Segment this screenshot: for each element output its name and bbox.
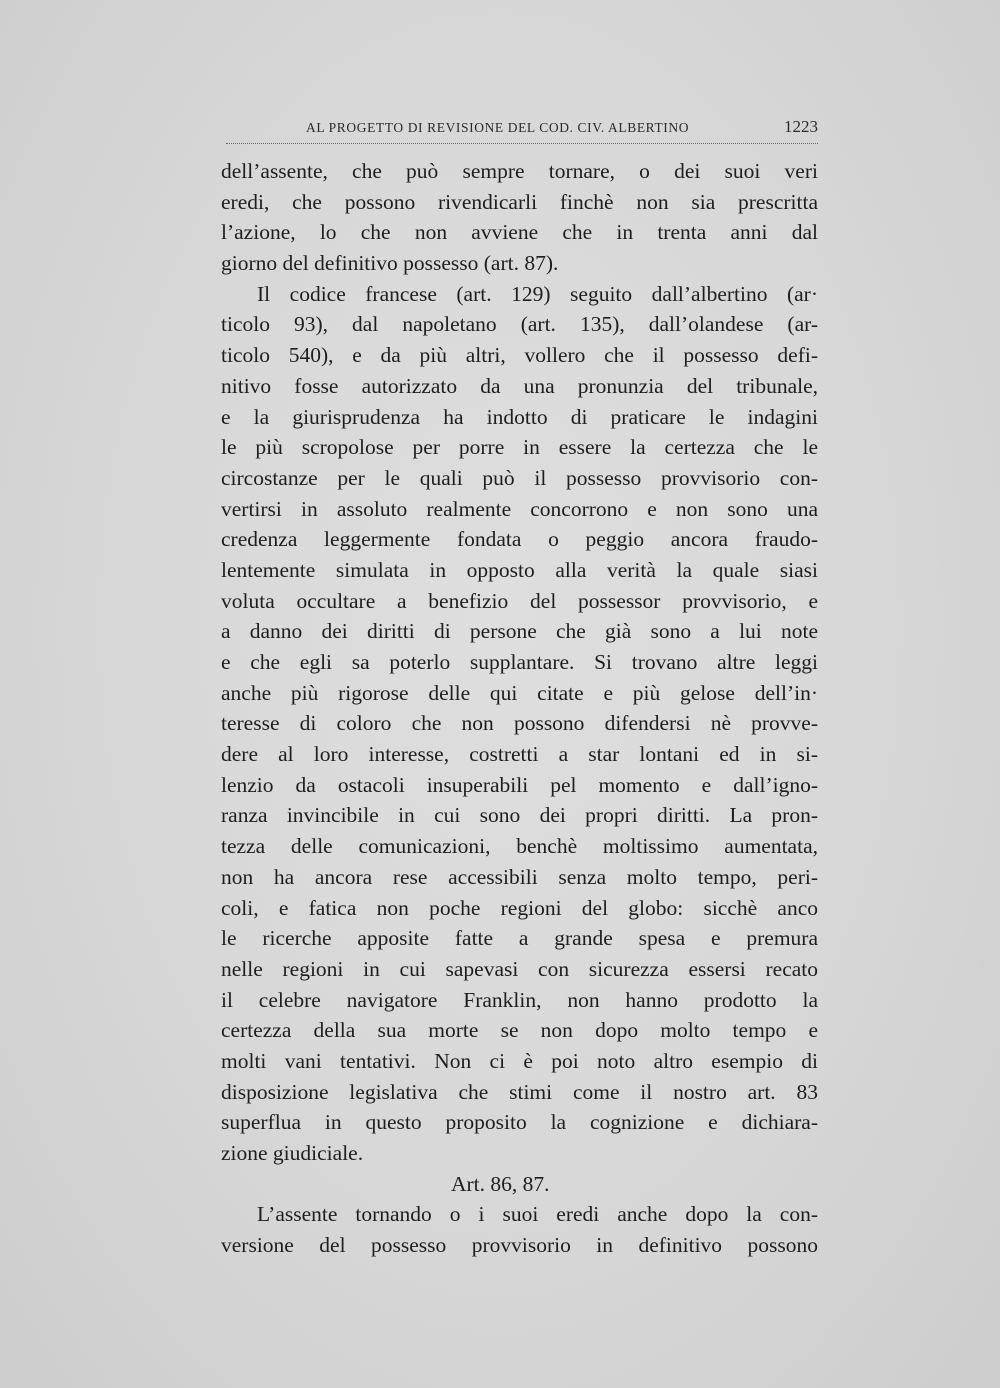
text-line: versione del possesso provvisorio in definitivo possono	[221, 1233, 818, 1258]
header-rule	[226, 143, 818, 144]
text-line: anche più rigorose delle qui citate e più gelose dell’in·	[221, 680, 818, 705]
text-line: L’assente tornando o i suoi eredi anche dopo la con-	[257, 1202, 818, 1227]
page-number: 1223	[784, 117, 818, 136]
text-line: certezza della sua morte se non dopo molto tempo e	[221, 1018, 818, 1043]
text-line: il celebre navigatore Franklin, non hanno prodotto la	[221, 987, 818, 1012]
text-line: e la giurisprudenza ha indotto di praticare le indagini	[221, 404, 818, 429]
text-line: dell’assente, che può sempre tornare, o dei suoi veri	[221, 159, 818, 183]
text-line: molti vani tentativi. Non ci è poi noto altro esempio di	[221, 1048, 818, 1073]
section-heading: Art. 86, 87.	[451, 1171, 550, 1196]
text-line: vertirsi in assoluto realmente concorrono e non sono una	[221, 496, 818, 521]
text-line: credenza leggermente fondata o peggio ancora fraudo-	[221, 527, 818, 552]
text-line: superflua in questo proposito la cognizione e dichiara-	[221, 1110, 818, 1135]
text-line: ticolo 540), e da più altri, vollero che il possesso defi-	[221, 343, 818, 368]
text-line: zione giudiciale.	[221, 1141, 364, 1165]
text-line: disposizione legislativa che stimi come il nostro art. 83	[221, 1079, 818, 1104]
text-line: dere al loro interesse, costretti a star lontani ed in si-	[221, 742, 818, 767]
text-line: giorno del definitivo possesso (art. 87).	[221, 251, 559, 276]
text-line: coli, e fatica non poche regioni del globo: sicchè anco	[221, 895, 818, 920]
running-title: AL PROGETTO DI REVISIONE DEL COD. CIV. ALBERTINO	[306, 120, 690, 135]
text-line: non ha ancora rese accessibili senza molto tempo, peri-	[221, 864, 818, 889]
text-line: eredi, che possono rivendicarli finchè non sia prescritta	[221, 189, 818, 214]
text-line: e che egli sa poterlo supplantare. Si trovano altre leggi	[221, 650, 818, 674]
text-line: ticolo 93), dal napoletano (art. 135), dall’olandese (ar-	[221, 312, 818, 337]
text-line: le ricerche apposite fatte a grande spesa e premura	[221, 926, 818, 951]
text-line: a danno dei diritti di persone che già sono a lui note	[221, 619, 818, 644]
text-line: lenzio da ostacoli insuperabili pel momento e dall’igno-	[221, 772, 818, 797]
text-line: le più scropolose per porre in essere la certezza che le	[221, 435, 818, 460]
text-line: teresse di coloro che non possono difendersi nè provve-	[221, 711, 818, 736]
text-line: nelle regioni in cui sapevasi con sicurezza essersi recato	[221, 956, 818, 981]
text-line: circostanze per le quali può il possesso provvisorio con-	[221, 465, 818, 490]
body-text	[221, 156, 818, 1261]
text-line: lentemente simulata in opposto alla verità la quale siasi	[221, 557, 818, 582]
text-line: tezza delle comunicazioni, benchè moltissimo aumentata,	[221, 834, 818, 859]
text-line: l’azione, lo che non avviene che in trenta anni dal	[221, 220, 818, 245]
page-header	[226, 117, 818, 141]
text-line: Il codice francese (art. 129) seguito dall’albertino (ar·	[257, 281, 818, 306]
text-line: nitivo fosse autorizzato da una pronunzia del tribunale,	[221, 373, 818, 398]
text-line: voluta occultare a benefizio del possessor provvisorio, e	[221, 588, 818, 613]
text-line: ranza invincibile in cui sono dei propri diritti. La pron-	[221, 803, 818, 828]
